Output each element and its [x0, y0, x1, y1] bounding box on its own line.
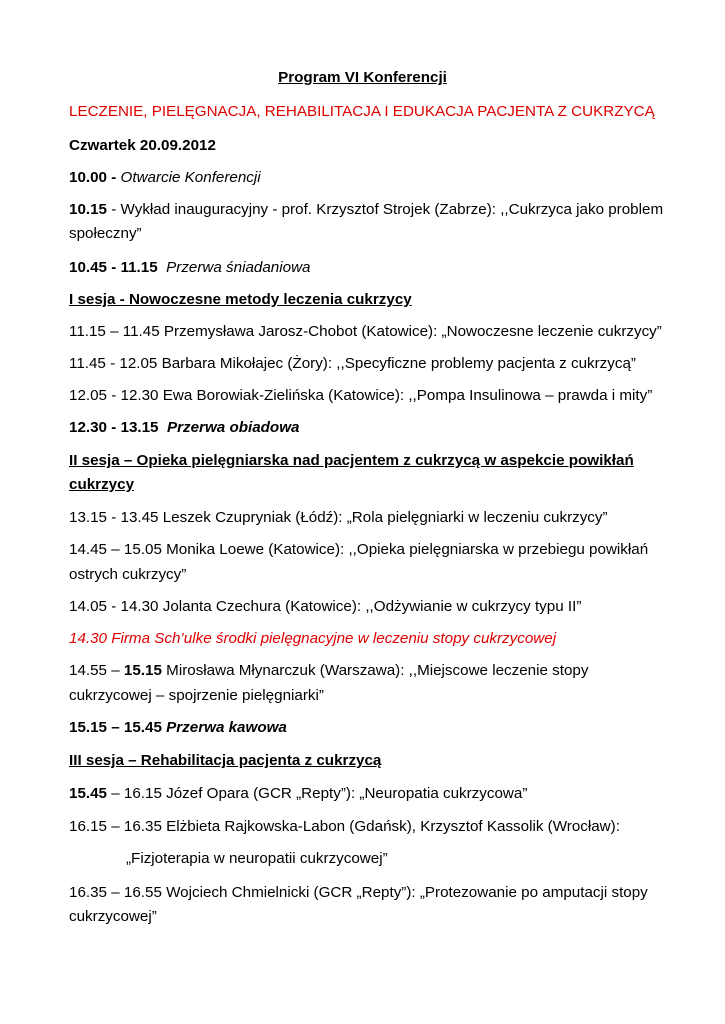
session1-talk-1: 11.15 – 11.45 Przemysława Jarosz-Chobot (Katowice): „Nowoczesne leczenie cukrzycy” — [69, 323, 662, 340]
session2-talk-2: 14.45 – 15.05 Monika Loewe (Katowice): ,,Opieka pielęgniarska w przebiegu powikłań — [69, 541, 649, 558]
session3-heading-title: Rehabilitacja pacjenta z cukrzycą — [140, 752, 382, 769]
agenda-text: Przerwa śniadaniowa — [166, 259, 311, 276]
agenda-time: 14.55 – — [69, 662, 120, 679]
agenda-item-lecture — [69, 200, 663, 220]
agenda-time: 15.15 – 15.45 — [69, 719, 162, 736]
session3-talk-2-title: „Fizjoterapia w neuropatii cukrzycowej” — [126, 850, 388, 867]
conference-date: Czwartek 20.09.2012 — [69, 137, 216, 154]
conference-subtitle: LECZENIE, PIELĘGNACJA, REHABILITACJA I EDUKACJA PACJENTA Z CUKRZYCĄ — [69, 103, 655, 120]
sponsor-presentation: 14.30 Firma Sch’ulke środki pielęgnacyjne w leczeniu stopy cukrzycowej — [69, 630, 557, 647]
agenda-time-end: 15.15 — [123, 662, 162, 679]
session3-heading-label: III sesja – — [69, 752, 137, 769]
agenda-text: Otwarcie Konferencji — [120, 169, 261, 186]
session3-talk-1 — [69, 784, 527, 804]
agenda-item-break2 — [69, 418, 299, 438]
agenda-text: - Wykład inauguracyjny - prof. Krzysztof Strojek (Zabrze): ,,Cukrzyca jako problem — [111, 201, 664, 218]
session3-talk-3: 16.35 – 16.55 Wojciech Chmielnicki (GCR „Repty”): „Protezowanie po amputacji stopy — [69, 884, 648, 901]
agenda-text: Przerwa kawowa — [166, 719, 287, 736]
session2-talk-3: 14.05 - 14.30 Jolanta Czechura (Katowice): ,,Odżywianie w cukrzycy typu II” — [69, 598, 582, 615]
agenda-time: 10.45 - 11.15 — [69, 259, 158, 276]
session2-heading: II sesja – Opieka pielęgniarska nad pacjentem z cukrzycą w aspekcie powikłań — [69, 452, 634, 469]
agenda-item-break1 — [69, 258, 310, 278]
session2-talk-4-cont: cukrzycowej – spojrzenie pielęgniarki” — [69, 687, 324, 704]
session2-heading-cont: cukrzycy — [69, 476, 135, 493]
session2-talk-4 — [69, 661, 588, 681]
agenda-time: 12.30 - 13.15 — [69, 419, 159, 436]
session1-talk-2: 11.45 - 12.05 Barbara Mikołajec (Żory): ,,Specyficzne problemy pacjenta z cukrzycą” — [69, 355, 636, 372]
session1-talk-3: 12.05 - 12.30 Ewa Borowiak-Zielińska (Katowice): ,,Pompa Insulinowa – prawda i mity” — [69, 387, 653, 404]
agenda-text: Przerwa obiadowa — [166, 419, 300, 436]
session3-heading — [69, 751, 381, 771]
agenda-time: 10.00 - — [69, 169, 117, 186]
agenda-item-break3 — [69, 718, 287, 738]
agenda-item-lecture-cont: społeczny” — [69, 225, 142, 242]
session2-talk-2-cont: ostrych cukrzycy” — [69, 566, 187, 583]
agenda-text: – 16.15 Józef Opara (GCR „Repty”): „Neuropatia cukrzycowa” — [111, 785, 528, 802]
agenda-item-opening — [69, 168, 261, 188]
session3-talk-3-cont: cukrzycowej” — [69, 908, 157, 925]
agenda-time: 15.45 — [69, 785, 108, 802]
agenda-text: Mirosława Młynarczuk (Warszawa): ,,Miejscowe leczenie stopy — [166, 662, 589, 679]
agenda-time: 10.15 — [69, 201, 108, 218]
session1-heading: I sesja - Nowoczesne metody leczenia cukrzycy — [69, 291, 412, 308]
session3-talk-2: 16.15 – 16.35 Elżbieta Rajkowska-Labon (Gdańsk), Krzysztof Kassolik (Wrocław): — [69, 818, 620, 835]
document-title: Program VI Konferencji — [278, 69, 447, 86]
session2-talk-1: 13.15 - 13.45 Leszek Czupryniak (Łódź): „Rola pielęgniarki w leczeniu cukrzycy” — [69, 509, 608, 526]
